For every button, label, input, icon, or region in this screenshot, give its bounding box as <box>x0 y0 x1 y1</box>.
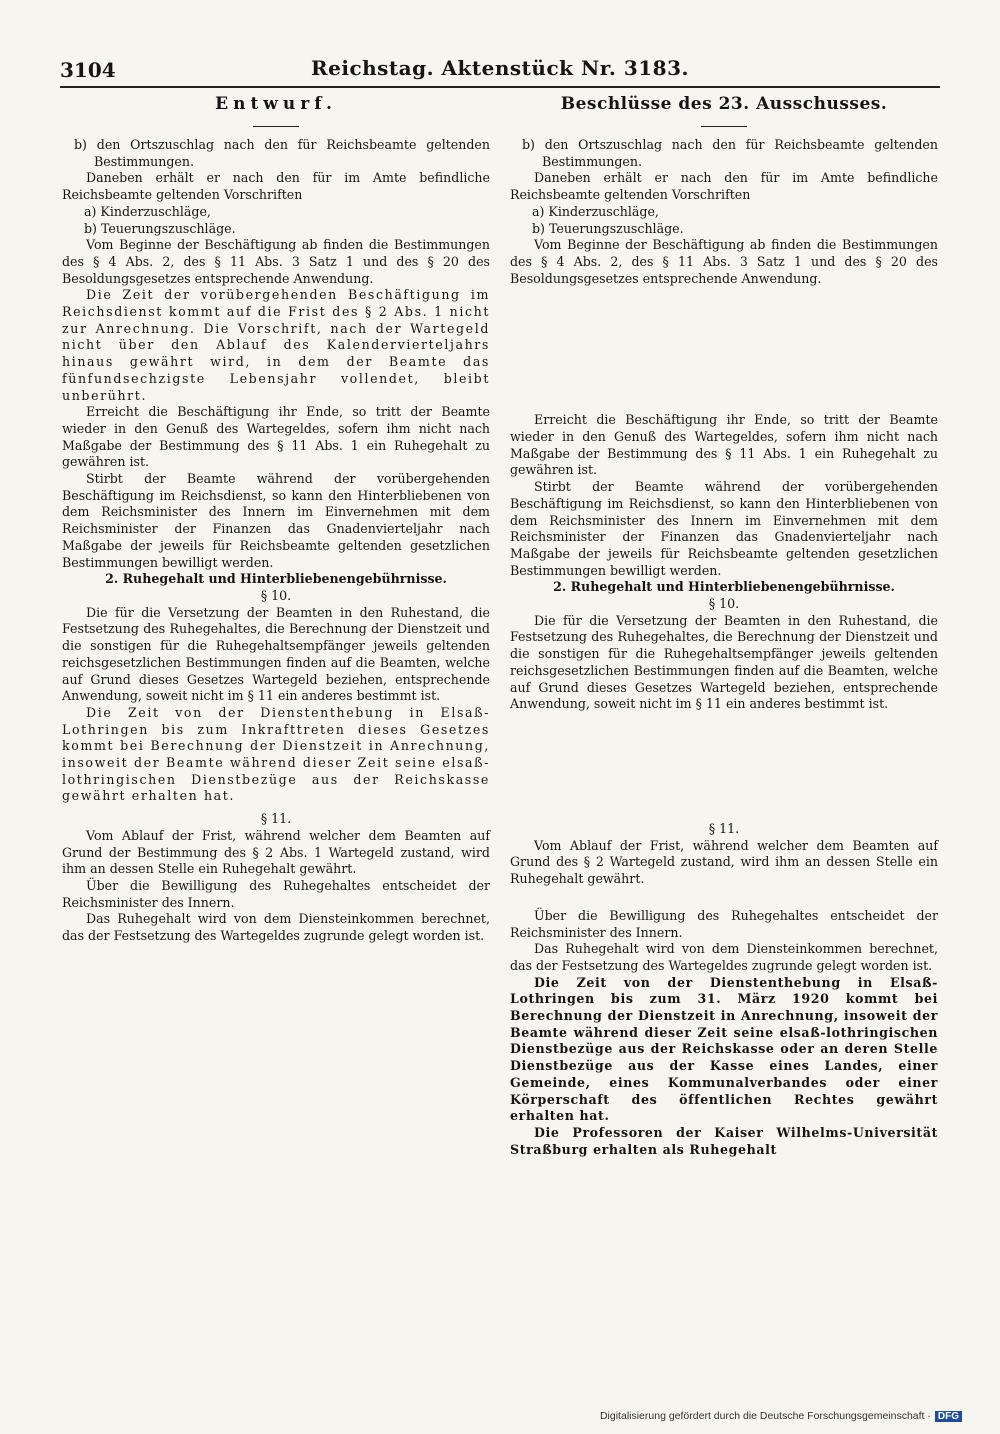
paragraph: Vom Beginne der Beschäftigung ab finden die Bestimmungen des § 4 Abs. 2, des § 11 Abs. 3 Satz 1 und des § 20 des Besoldungsgesetzes entsprechende Anwendung. <box>510 237 938 286</box>
paragraph: b) den Ortszuschlag nach den für Reichsbeamte geltenden Bestimmungen. <box>74 137 490 169</box>
paragraph: Stirbt der Beamte während der vorübergehenden Beschäftigung im Reichsdienst, so kann den Hinterbliebenen von dem Reichsminister des Innern im Einvernehmen mit dem Reichsminister der Finanzen das Gnadenvierteljahr nach Maßgabe der jeweils für Reichsbeamte geltenden gesetzlichen Bestimmungen bewilligt werden. <box>62 471 490 570</box>
bold-amendment: Die Zeit von der Dienstenthebung in Elsaß-Lothringen bis zum 31. März 1920 kommt bei Berechnung der Dienstzeit in Anrechnung, insoweit der Beamte während dieser Zeit seine elsaß-lothringischen Dienstbezüge aus der Reichskasse oder an deren Stelle Dienstbezüge aus der Kasse eines Landes, einer Gemeinde, eines Kommunalverbandes oder einer Körperschaft des öffentlichen Rechtes gewährt erhalten hat. <box>510 974 938 1124</box>
left-column-draft <box>62 96 490 945</box>
list-item: a) Kinderzuschläge, <box>532 203 659 219</box>
section-number: § 10. <box>708 596 740 612</box>
section-number: § 11. <box>708 820 740 836</box>
paragraph: b) den Ortszuschlag nach den für Reichsbeamte geltenden Bestimmungen. <box>522 137 938 169</box>
paragraph: Erreicht die Beschäftigung ihr Ende, so tritt der Beamte wieder in den Genuß des Wartegeldes, sofern ihm nicht nach Maßgabe der Bestimmung des § 11 Abs. 1 ein Ruhegehalt zu gewähren ist. <box>62 404 490 470</box>
paragraph: Über die Bewilligung des Ruhegehaltes entscheidet der Reichsminister des Innern. <box>510 907 938 940</box>
digitization-credit <box>600 1410 962 1422</box>
title-rule <box>701 126 747 127</box>
column-title: Entwurf. <box>215 94 337 114</box>
blank-gap <box>510 713 938 821</box>
dfg-logo: DFG <box>935 1411 962 1422</box>
right-column-committee <box>510 96 938 1158</box>
running-title: Reichstag. Aktenstück Nr. 3183. <box>311 56 689 80</box>
paragraph: Die Zeit von der Dienstenthebung in Elsaß-Lothringen bis zum Inkrafttreten dieses Gesetzes kommt bei Berechnung der Dienstzeit in Anrechnung, insoweit der Beamte während dieser Zeit seine elsaß-lothringischen Dienstbezüge aus der Reichskasse gewährt erhalten hat. <box>62 704 490 804</box>
list-item: a) Kinderzuschläge, <box>84 203 211 219</box>
list-item: b) Teuerungszuschläge. <box>532 220 684 236</box>
paragraph: Vom Ablauf der Frist, während welcher dem Beamten auf Grund des § 2 Wartegeld zustand, wird ihm an dessen Stelle ein Ruhegehalt gewährt. <box>510 837 938 887</box>
credit-text: Digitalisierung gefördert durch die Deutsche Forschungsgemeinschaft · <box>599 1410 931 1422</box>
paragraph: Daneben erhält er nach den für im Amte befindliche Reichsbeamte geltenden Vorschriften <box>62 170 490 203</box>
title-rule <box>253 126 299 127</box>
section-number: § 11. <box>260 811 292 827</box>
page-number: 3104 <box>60 58 116 82</box>
paragraph: Daneben erhält er nach den für im Amte befindliche Reichsbeamte geltenden Vorschriften <box>510 170 938 203</box>
blank-gap <box>510 888 938 908</box>
paragraph: Die Zeit der vorübergehenden Beschäftigung im Reichsdienst kommt auf die Frist des § 2 Abs. 1 nicht zur Anrechnung. Die Vorschrift, nach der Wartegeld nicht über den Ablauf des Kalendervierteljahrs hinaus gewährt wird, in dem der Beamte das fünfundsechzigste Lebensjahr vollendet, bleibt unberührt. <box>62 287 490 403</box>
paragraph: Stirbt der Beamte während der vorübergehenden Beschäftigung im Reichsdienst, so kann den Hinterbliebenen von dem Reichsminister des Innern im Einvernehmen mit dem Reichsminister der Finanzen das Gnadenvierteljahr nach Maßgabe der jeweils für Reichsbeamte geltenden gesetzlichen Bestimmungen bewilligt werden. <box>510 479 938 578</box>
paragraph: Die für die Versetzung der Beamten in den Ruhestand, die Festsetzung des Ruhegehaltes, die Berechnung der Dienstzeit und die sonstigen für die Ruhegehaltsempfänger jeweils geltenden reichsgesetzlichen Bestimmungen finden auf die Beamten, welche auf Grund dieses Gesetzes Wartegeld beziehen, entsprechende Anwendung, soweit nicht im § 11 ein anderes bestimmt ist. <box>62 604 490 704</box>
paragraph: Das Ruhegehalt wird von dem Diensteinkommen berechnet, das der Festsetzung des Wartegeldes zugrunde gelegt worden ist. <box>62 911 490 944</box>
page-header <box>60 52 940 88</box>
column-title: Beschlüsse des 23. Ausschusses. <box>560 94 888 114</box>
section-heading: 2. Ruhegehalt und Hinterbliebenengebührnisse. <box>105 571 447 587</box>
blank-gap <box>510 287 938 412</box>
paragraph: Vom Beginne der Beschäftigung ab finden die Bestimmungen des § 4 Abs. 2, des § 11 Abs. 3 Satz 1 und des § 20 des Besoldungsgesetzes entsprechende Anwendung. <box>62 237 490 286</box>
paragraph: Über die Bewilligung des Ruhegehaltes entscheidet der Reichsminister des Innern. <box>62 877 490 910</box>
paragraph: Die für die Versetzung der Beamten in den Ruhestand, die Festsetzung des Ruhegehaltes, die Berechnung der Dienstzeit und die sonstigen für die Ruhegehaltsempfänger jeweils geltenden reichsgesetzlichen Bestimmungen finden auf die Beamten, welche auf Grund dieses Gesetzes Wartegeld beziehen, entsprechende Anwendung, soweit nicht im § 11 ein anderes bestimmt ist. <box>510 612 938 712</box>
bold-amendment: Die Professoren der Kaiser Wilhelms-Universität Straßburg erhalten als Ruhegehalt <box>510 1124 938 1157</box>
paragraph: Das Ruhegehalt wird von dem Diensteinkommen berechnet, das der Festsetzung des Wartegeldes zugrunde gelegt worden ist. <box>510 941 938 973</box>
list-item: b) Teuerungszuschläge. <box>84 220 236 236</box>
section-heading: 2. Ruhegehalt und Hinterbliebenengebührnisse. <box>553 579 895 595</box>
paragraph: Vom Ablauf der Frist, während welcher dem Beamten auf Grund der Bestimmung des § 2 Abs. 1 Wartegeld zustand, wird ihm an dessen Stelle ein Ruhegehalt gewährt. <box>62 827 490 877</box>
paragraph: Erreicht die Beschäftigung ihr Ende, so tritt der Beamte wieder in den Genuß des Wartegeldes, sofern ihm nicht nach Maßgabe der Bestimmung des § 11 Abs. 1 ein Ruhegehalt zu gewähren ist. <box>510 412 938 478</box>
section-number: § 10. <box>260 587 292 603</box>
